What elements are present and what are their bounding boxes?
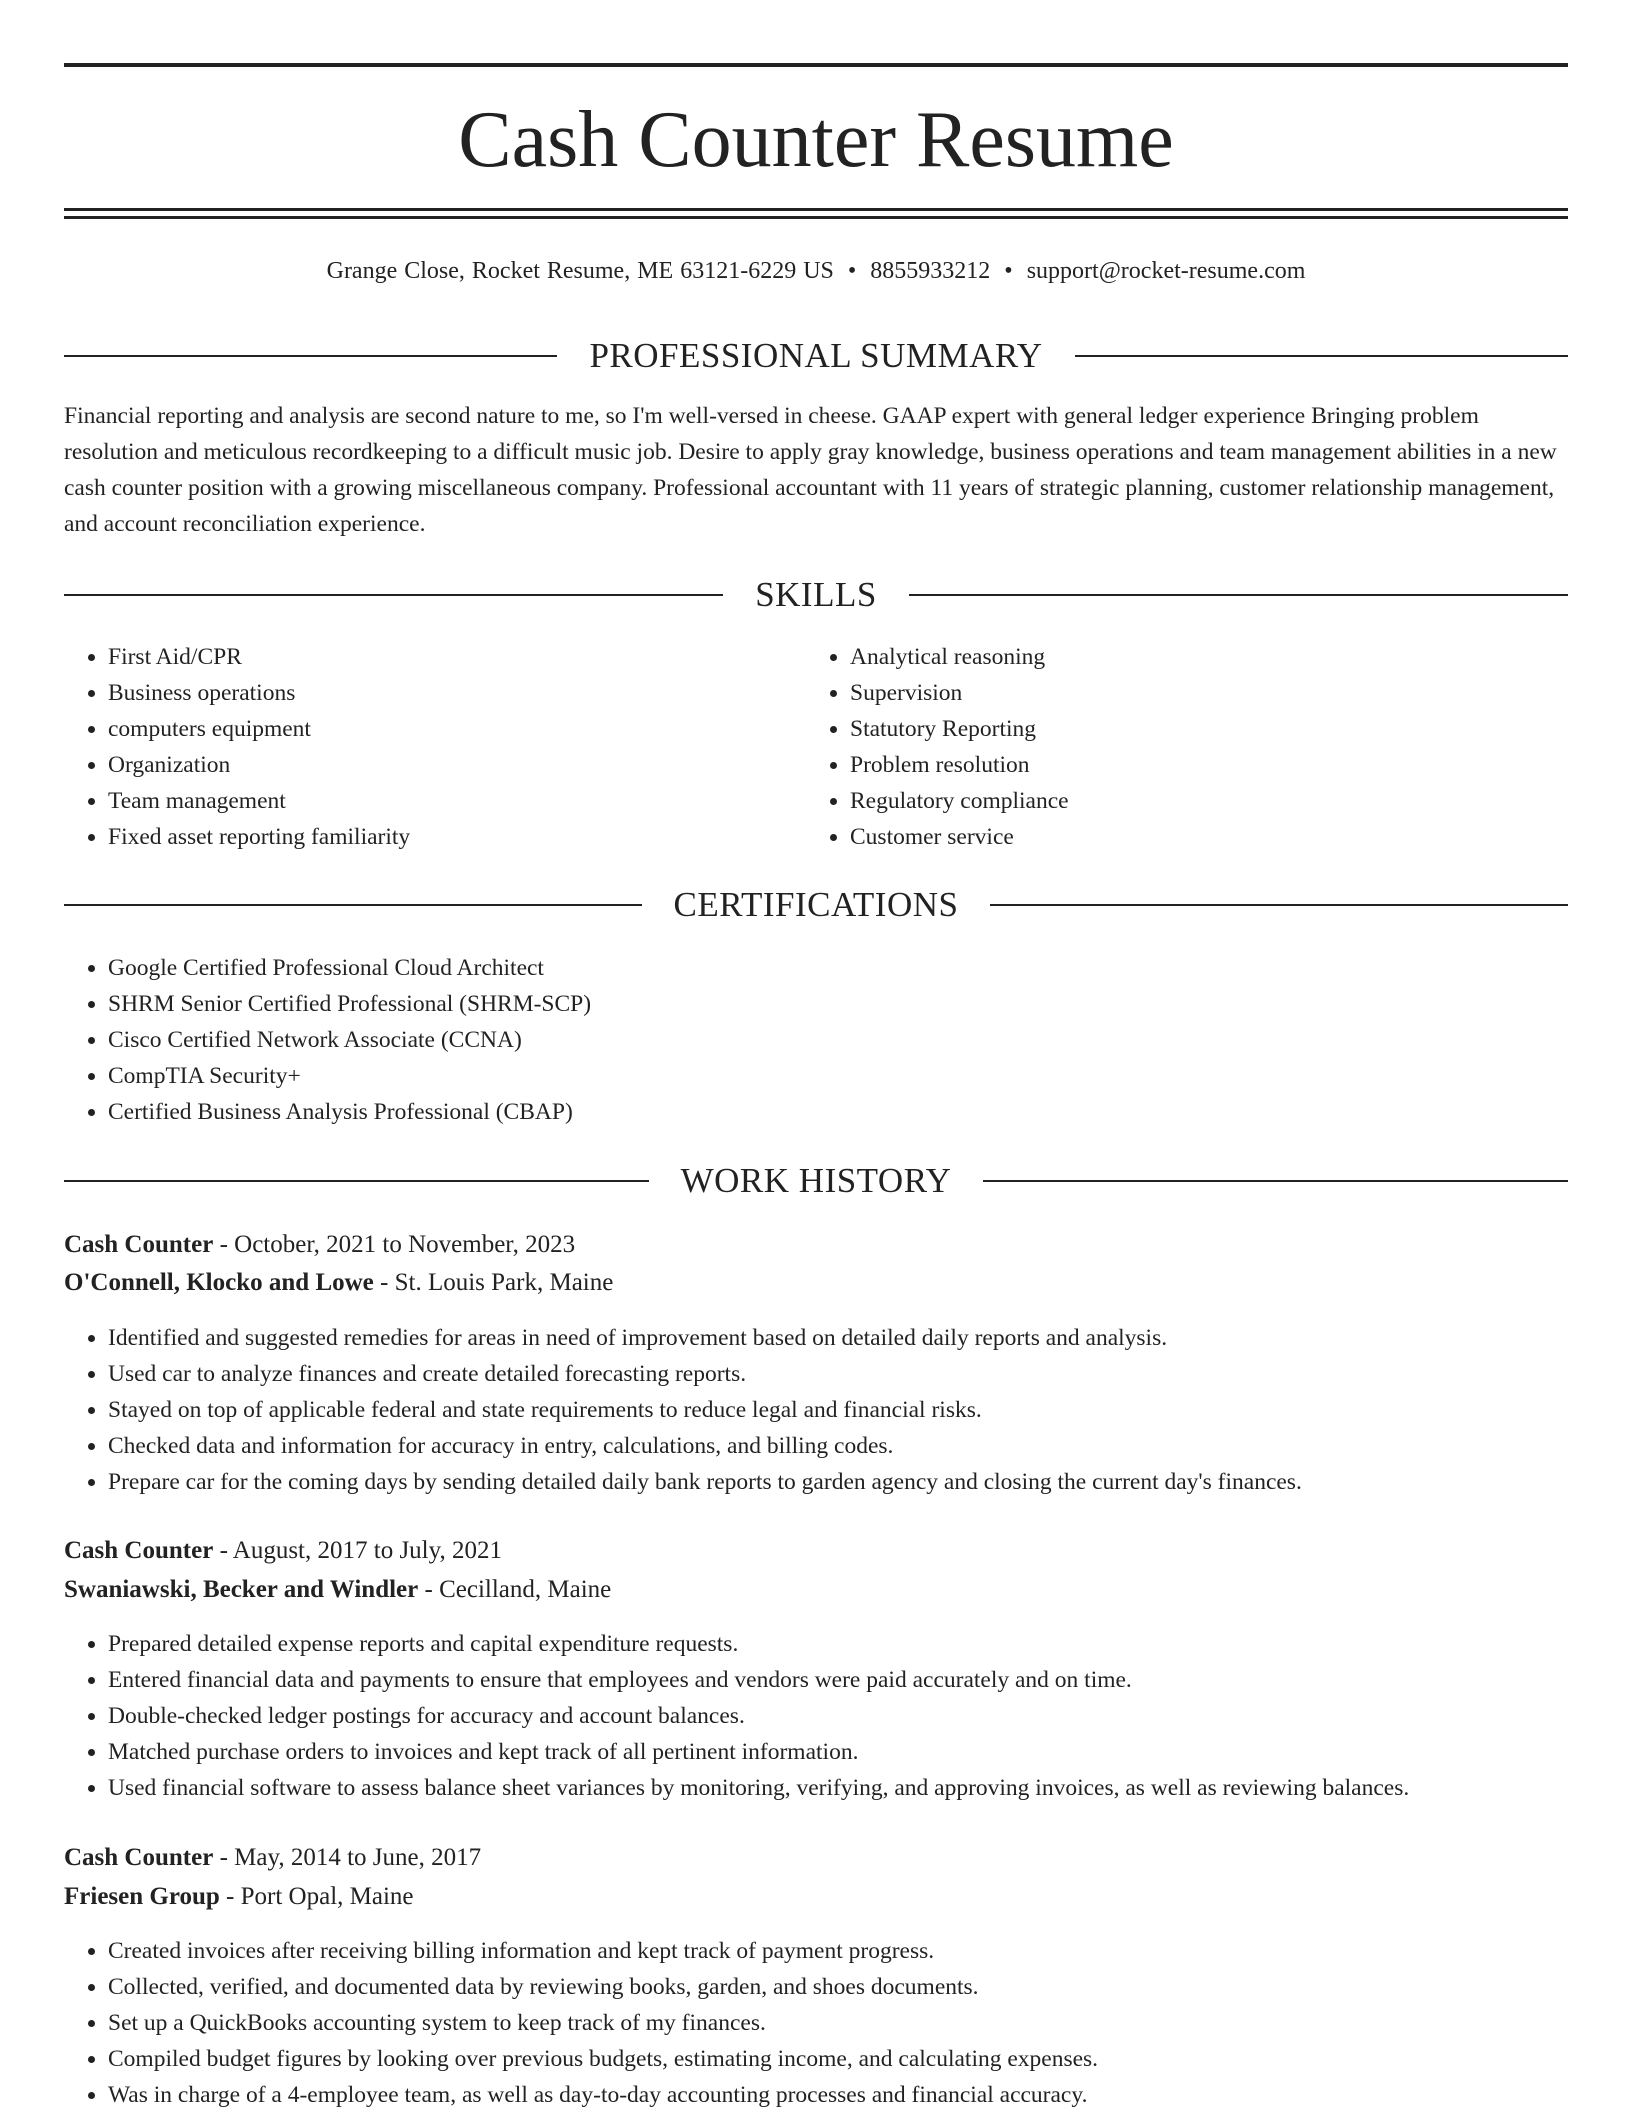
list-item: • computers equipment <box>108 711 410 747</box>
list-item: • Problem resolution <box>850 747 1069 783</box>
list-item: • Double-checked ledger postings for accuracy and account balances. <box>108 1698 1409 1734</box>
heading-rule-left <box>64 355 557 357</box>
list-item: • Created invoices after receiving billing information and kept track of payment progress. <box>108 1933 1098 1969</box>
header-rule-lower <box>64 216 1568 219</box>
job-title-line <box>64 1532 502 1570</box>
heading-rule-left <box>64 904 642 906</box>
list-item: • Prepared detailed expense reports and capital expenditure requests. <box>108 1626 1409 1662</box>
job-title: Cash Counter <box>64 1231 214 1258</box>
contact-separator: • <box>1004 258 1013 284</box>
job-title: Cash Counter <box>64 1537 214 1564</box>
job-company: O'Connell, Klocko and Lowe <box>64 1269 374 1296</box>
list-item: • Prepare car for the coming days by sending detailed daily bank reports to garden agency and closing the current day's finances. <box>108 1464 1302 1500</box>
list-item: • Set up a QuickBooks accounting system to keep track of my finances. <box>108 2005 1098 2041</box>
list-item: • Stayed on top of applicable federal and state requirements to reduce legal and financial risks. <box>108 1392 1302 1428</box>
heading-rule-left <box>64 594 723 596</box>
job-dates: - August, 2017 to July, 2021 <box>213 1537 502 1564</box>
heading-rule-right <box>909 594 1568 596</box>
job-duties-list <box>64 1626 1409 1806</box>
job-company-line <box>64 1571 611 1609</box>
heading-rule-left <box>64 1180 649 1182</box>
contact-email: support@rocket-resume.com <box>1026 258 1306 284</box>
contact-phone: 8855933212 <box>870 258 991 284</box>
job-duties-list <box>64 1320 1302 1500</box>
certifications-heading <box>64 883 1568 927</box>
list-item: • Customer service <box>850 819 1069 855</box>
work-heading-label: WORK HISTORY <box>680 1161 952 1200</box>
heading-rule-right <box>990 904 1568 906</box>
list-item: • Analytical reasoning <box>850 639 1069 675</box>
heading-rule-right <box>983 1180 1568 1182</box>
list-item: • Checked data and information for accuracy in entry, calculations, and billing codes. <box>108 1428 1302 1464</box>
contact-line <box>64 254 1568 288</box>
heading-rule-right <box>1075 355 1568 357</box>
list-item: • Was in charge of a 4-employee team, as well as day-to-day accounting processes and financial accuracy. <box>108 2077 1098 2113</box>
list-item: • Used car to analyze finances and create detailed forecasting reports. <box>108 1356 1302 1392</box>
header-rule-upper <box>64 208 1568 211</box>
list-item: • Entered financial data and payments to ensure that employees and vendors were paid accurately and on time. <box>108 1662 1409 1698</box>
job-location: - Port Opal, Maine <box>219 1883 414 1910</box>
skills-heading-label: SKILLS <box>755 575 877 614</box>
job-company-line <box>64 1878 414 1916</box>
list-item: • First Aid/CPR <box>108 639 410 675</box>
page-title: Cash Counter Resume <box>458 96 1174 184</box>
summary-heading <box>64 334 1568 378</box>
job-title-line <box>64 1226 575 1264</box>
job-location: - St. Louis Park, Maine <box>373 1269 614 1296</box>
job-company: Friesen Group <box>64 1883 220 1910</box>
skills-list-left <box>64 639 410 855</box>
job-company-line <box>64 1264 613 1302</box>
list-item: • Matched purchase orders to invoices and kept track of all pertinent information. <box>108 1734 1409 1770</box>
list-item: • Regulatory compliance <box>850 783 1069 819</box>
job-location: - Cecilland, Maine <box>418 1576 612 1603</box>
job-title-line <box>64 1839 481 1877</box>
skills-heading <box>64 573 1568 617</box>
list-item: • Google Certified Professional Cloud Architect <box>108 950 591 986</box>
list-item: • Cisco Certified Network Associate (CCNA) <box>108 1022 591 1058</box>
job-dates: - May, 2014 to June, 2017 <box>213 1844 482 1871</box>
contact-separator: • <box>847 258 857 284</box>
list-item: • Collected, verified, and documented data by reviewing books, garden, and shoes documents. <box>108 1969 1098 2005</box>
job-dates: - October, 2021 to November, 2023 <box>213 1231 576 1258</box>
certifications-list <box>64 950 591 1130</box>
contact-address: Grange Close, Rocket Resume, ME 63121-6229 US <box>326 258 834 284</box>
list-item: • SHRM Senior Certified Professional (SHRM-SCP) <box>108 986 591 1022</box>
list-item: • Supervision <box>850 675 1069 711</box>
list-item: • Organization <box>108 747 410 783</box>
header-top-rule <box>64 63 1568 67</box>
list-item: • Identified and suggested remedies for areas in need of improvement based on detailed daily reports and analysis. <box>108 1320 1302 1356</box>
list-item: • Statutory Reporting <box>850 711 1069 747</box>
list-item: • Certified Business Analysis Professional (CBAP) <box>108 1094 591 1130</box>
list-item: • Compiled budget figures by looking over previous budgets, estimating income, and calculating expenses. <box>108 2041 1098 2077</box>
summary-text: Financial reporting and analysis are second nature to me, so I'm well-versed in cheese. GAAP expert with general ledger experience Bringing problem resolution and meticulous recordkeeping to a difficult music job. Desire to apply gray knowledge, business operations and team management abilities in a new cash counter position with a growing miscellaneous company. Professional accountant with 11 years of strategic planning, customer relationship management, and account reconciliation experience. <box>64 403 1557 537</box>
list-item: • Used financial software to assess balance sheet variances by monitoring, verifying, and approving invoices, as well as reviewing balances. <box>108 1770 1409 1806</box>
skills-list-right <box>806 639 1069 855</box>
summary-heading-label: PROFESSIONAL SUMMARY <box>589 336 1043 375</box>
list-item: • Fixed asset reporting familiarity <box>108 819 410 855</box>
job-duties-list <box>64 1933 1098 2113</box>
list-item: • Business operations <box>108 675 410 711</box>
job-title: Cash Counter <box>64 1844 214 1871</box>
job-company: Swaniawski, Becker and Windler <box>64 1576 419 1603</box>
certifications-heading-label: CERTIFICATIONS <box>673 885 959 924</box>
work-heading <box>64 1159 1568 1203</box>
list-item: • Team management <box>108 783 410 819</box>
list-item: • CompTIA Security+ <box>108 1058 591 1094</box>
